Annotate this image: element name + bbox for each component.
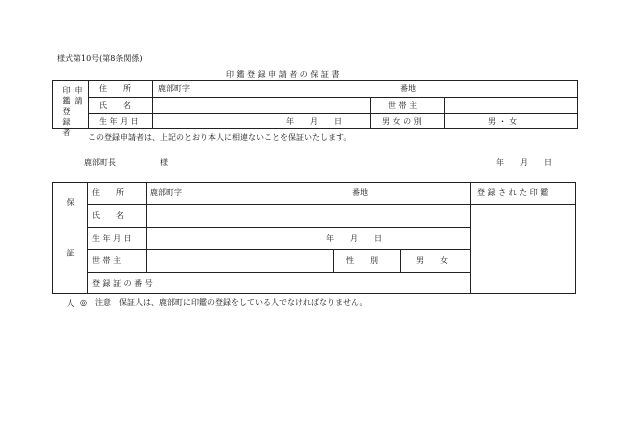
applicant-gender-value: 男 ・ 女 [488,117,518,126]
guarantor-reg-number-label: 登 録 証 の 番 号 [92,279,153,288]
applicant-address-label: 住 所 [99,84,131,93]
applicant-gender-label: 男 女 の 別 [382,117,422,126]
guarantor-name-label: 氏 名 [92,211,124,220]
form-number: 様式第10号(第8条関係) [57,54,143,63]
guarantor-address-label: 住 所 [92,188,124,197]
applicant-dob-value: 年 月 日 [286,117,342,126]
guarantor-side-label: 保 証 人 [66,198,75,328]
addressee-honorific: 様 [160,158,168,167]
guarantor-gender-value: 男 女 [416,256,448,265]
guarantor-address-suffix: 番地 [352,188,368,197]
guarantor-dob-value: 年 月 日 [326,234,382,243]
date-line: 年 月 日 [496,158,552,167]
applicant-name-label: 氏 名 [99,101,131,110]
applicant-address-suffix: 番地 [400,84,416,93]
applicant-dob-label: 生 年 月 日 [99,117,139,126]
guarantor-gender-label: 性 別 [346,256,378,265]
guarantor-dob-label: 生 年 月 日 [92,234,132,243]
addressee: 鹿部町長 [84,158,116,167]
applicant-address-prefix: 鹿部町字 [158,84,190,93]
guarantor-address-prefix: 鹿部町字 [150,188,182,197]
document-title: 印 鑑 登 録 申 請 者 の 保 証 書 [226,70,340,79]
certification-text: この登録申請者は、上記のとおり本人に相違ないことを保証いたします。 [88,133,352,142]
applicant-side-label: 印 鑑 登 録 者 [62,86,71,137]
applicant-household-label: 世 帯 主 [388,101,418,110]
guarantor-household-label: 世 帯 主 [92,256,122,265]
guarantor-seal-label: 登 録 さ れ た 印 鑑 [477,188,549,197]
guarantor-note: ◎ 注意 保証人は、鹿部町に印鑑の登録をしている人でなければなりません。 [80,298,368,307]
applicant-side-label-2: 申 請 [74,86,83,105]
